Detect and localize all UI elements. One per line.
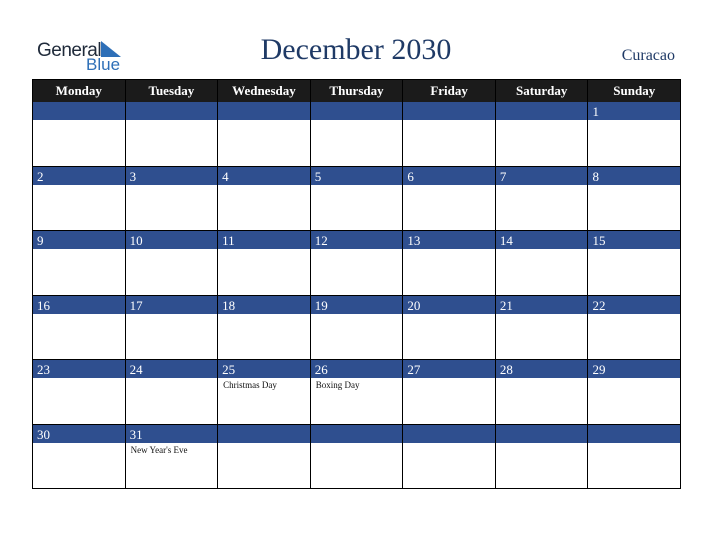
- calendar-day-cell[interactable]: [403, 231, 496, 296]
- calendar-day-cell[interactable]: [126, 425, 219, 490]
- day-number: 5: [311, 167, 403, 186]
- calendar-day-cell[interactable]: [588, 102, 681, 167]
- day-number: 7: [496, 167, 588, 186]
- holiday-label: [126, 379, 218, 380]
- holiday-label: [403, 121, 495, 122]
- calendar-grid: [32, 79, 681, 489]
- holiday-label: [588, 379, 680, 380]
- holiday-label: [403, 379, 495, 380]
- holiday-label: [33, 315, 125, 316]
- holiday-label: [126, 250, 218, 251]
- calendar-week-row: [33, 231, 681, 296]
- holiday-label: [126, 315, 218, 316]
- holiday-label: [218, 315, 310, 316]
- calendar-day-cell[interactable]: [126, 360, 219, 425]
- calendar-day-cell[interactable]: [588, 425, 681, 490]
- weekday-header: Friday: [403, 80, 496, 102]
- calendar-day-cell[interactable]: [403, 296, 496, 361]
- day-number: 16: [33, 296, 125, 315]
- holiday-label: [588, 250, 680, 251]
- holiday-label: [33, 250, 125, 251]
- day-number: 14: [496, 231, 588, 250]
- calendar-day-cell[interactable]: [126, 102, 219, 167]
- calendar-week-row: [33, 102, 681, 167]
- holiday-label: Christmas Day: [223, 380, 277, 390]
- holiday-label: [588, 121, 680, 122]
- calendar-day-cell[interactable]: [588, 231, 681, 296]
- day-number: 8: [588, 167, 680, 186]
- day-number: 27: [403, 360, 495, 379]
- weekday-header: Monday: [33, 80, 126, 102]
- holiday-label: [311, 186, 403, 187]
- holiday-label: [33, 186, 125, 187]
- holiday-label: Boxing Day: [315, 380, 360, 390]
- holiday-label: [311, 315, 403, 316]
- day-number: 17: [126, 296, 218, 315]
- calendar-day-cell[interactable]: [311, 102, 404, 167]
- day-number: 31: [126, 425, 218, 444]
- day-number: [33, 102, 125, 121]
- day-number: 26: [311, 360, 403, 379]
- day-number: [218, 425, 310, 444]
- day-number: 22: [588, 296, 680, 315]
- holiday-label: New Year's Eve: [130, 444, 188, 455]
- day-number: 6: [403, 167, 495, 186]
- day-number: [403, 102, 495, 121]
- calendar-day-cell[interactable]: [33, 360, 126, 425]
- calendar-day-cell[interactable]: [126, 231, 219, 296]
- day-number: 30: [33, 425, 125, 444]
- day-number: [218, 102, 310, 121]
- day-number: 4: [218, 167, 310, 186]
- day-number: 10: [126, 231, 218, 250]
- calendar-day-cell[interactable]: [218, 296, 311, 361]
- calendar-day-cell[interactable]: [496, 231, 589, 296]
- calendar-week-row: [33, 360, 681, 425]
- weekday-header: Wednesday: [218, 80, 311, 102]
- holiday-label: [496, 315, 588, 316]
- holiday-label: [311, 444, 403, 445]
- day-number: 29: [588, 360, 680, 379]
- holiday-label: [496, 379, 588, 380]
- day-number: 24: [126, 360, 218, 379]
- day-number: 28: [496, 360, 588, 379]
- day-number: 18: [218, 296, 310, 315]
- weekday-header: Saturday: [496, 80, 589, 102]
- day-number: 9: [33, 231, 125, 250]
- holiday-label: [33, 379, 125, 380]
- holiday-label: [588, 444, 680, 445]
- holiday-label: [33, 444, 125, 445]
- day-number: [588, 425, 680, 444]
- calendar-week-row: [33, 296, 681, 361]
- day-number: 13: [403, 231, 495, 250]
- holiday-label: [403, 250, 495, 251]
- calendar-day-cell[interactable]: [218, 425, 311, 490]
- calendar-day-cell[interactable]: [33, 296, 126, 361]
- calendar-week-row: [33, 167, 681, 232]
- day-number: 3: [126, 167, 218, 186]
- calendar-day-cell[interactable]: [126, 296, 219, 361]
- day-number: 20: [403, 296, 495, 315]
- day-number: 1: [588, 102, 680, 121]
- holiday-label: [496, 121, 588, 122]
- weekday-header: Tuesday: [126, 80, 219, 102]
- day-number: 23: [33, 360, 125, 379]
- weekday-header-row: [33, 80, 681, 102]
- holiday-label: [218, 444, 310, 445]
- calendar-day-cell[interactable]: [33, 167, 126, 232]
- calendar-day-cell[interactable]: [588, 167, 681, 232]
- day-number: [311, 102, 403, 121]
- weeks-container: [33, 102, 681, 489]
- calendar-day-cell[interactable]: [403, 425, 496, 490]
- holiday-label: [218, 250, 310, 251]
- calendar-day-cell[interactable]: [403, 102, 496, 167]
- holiday-label: [403, 444, 495, 445]
- logo-general-text: General: [37, 40, 102, 61]
- day-number: 15: [588, 231, 680, 250]
- calendar-day-cell[interactable]: [218, 167, 311, 232]
- day-number: 12: [311, 231, 403, 250]
- holiday-label: [311, 121, 403, 122]
- calendar-day-cell[interactable]: [496, 102, 589, 167]
- holiday-label: [33, 121, 125, 122]
- holiday-label: [218, 186, 310, 187]
- day-number: [126, 102, 218, 121]
- calendar-day-cell[interactable]: [311, 425, 404, 490]
- calendar-day-cell[interactable]: [403, 360, 496, 425]
- calendar-day-cell[interactable]: [496, 167, 589, 232]
- calendar-day-cell[interactable]: [496, 360, 589, 425]
- calendar-day-cell[interactable]: [33, 425, 126, 490]
- holiday-label: [126, 121, 218, 122]
- weekday-header: Thursday: [311, 80, 404, 102]
- page-title: December 2030: [260, 33, 452, 66]
- day-number: 25: [218, 360, 310, 379]
- day-number: [496, 102, 588, 121]
- day-number: 21: [496, 296, 588, 315]
- calendar-day-cell[interactable]: [218, 102, 311, 167]
- calendar-day-cell[interactable]: [588, 360, 681, 425]
- calendar-day-cell[interactable]: [311, 231, 404, 296]
- calendar-day-cell[interactable]: [218, 360, 311, 425]
- calendar-day-cell[interactable]: [311, 167, 404, 232]
- day-number: 19: [311, 296, 403, 315]
- day-number: 11: [218, 231, 310, 250]
- holiday-label: [588, 315, 680, 316]
- calendar-day-cell[interactable]: [496, 425, 589, 490]
- holiday-label: [218, 121, 310, 122]
- region-label: Curacao: [621, 47, 675, 64]
- holiday-label: [588, 186, 680, 187]
- calendar-day-cell[interactable]: [33, 231, 126, 296]
- calendar-day-cell[interactable]: [218, 231, 311, 296]
- holiday-label: [496, 186, 588, 187]
- day-number: [496, 425, 588, 444]
- holiday-label: [311, 250, 403, 251]
- day-number: [311, 425, 403, 444]
- holiday-label: [403, 186, 495, 187]
- calendar-day-cell[interactable]: [311, 360, 404, 425]
- holiday-label: [126, 186, 218, 187]
- calendar-week-row: [33, 425, 681, 490]
- calendar-day-cell[interactable]: [126, 167, 219, 232]
- holiday-label: [496, 444, 588, 445]
- calendar-day-cell[interactable]: [33, 102, 126, 167]
- holiday-label: [403, 315, 495, 316]
- calendar-day-cell[interactable]: [496, 296, 589, 361]
- holiday-label: [496, 250, 588, 251]
- calendar-day-cell[interactable]: [588, 296, 681, 361]
- calendar-day-cell[interactable]: [403, 167, 496, 232]
- weekday-header: Sunday: [588, 80, 681, 102]
- calendar-day-cell[interactable]: [311, 296, 404, 361]
- logo-blue-text: Blue: [86, 55, 121, 74]
- day-number: [403, 425, 495, 444]
- day-number: 2: [33, 167, 125, 186]
